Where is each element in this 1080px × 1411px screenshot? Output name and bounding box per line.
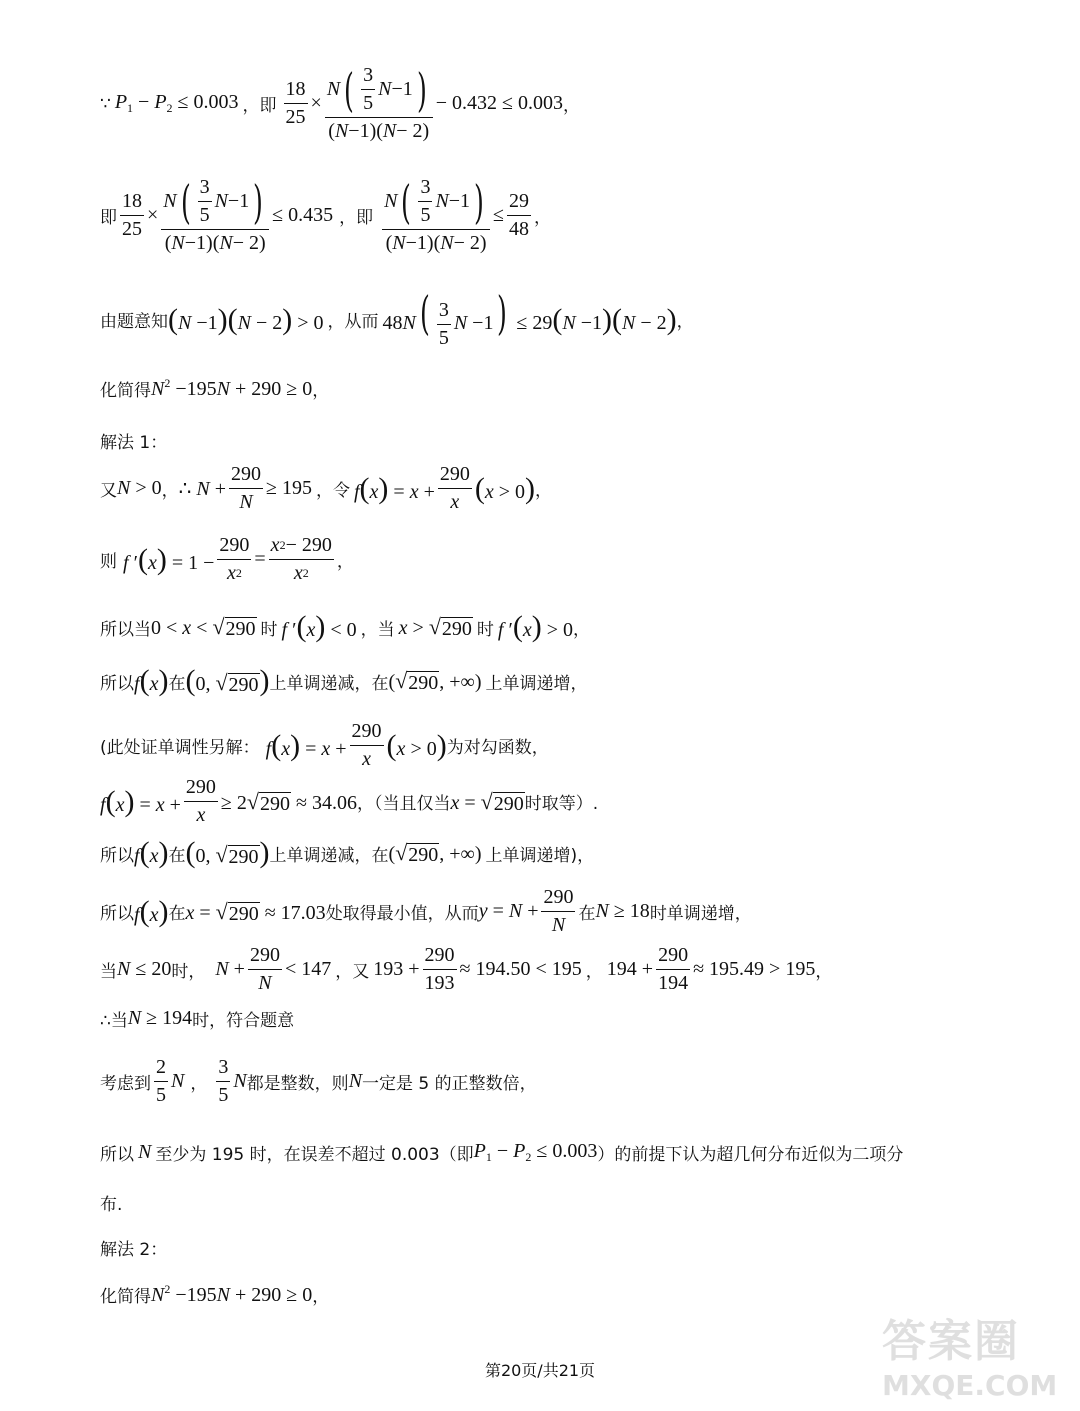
text: 时 — [476, 619, 494, 640]
text: ）的前提下认为超几何分布近似为二项分 — [597, 1145, 904, 1165]
text: ，即 — [339, 208, 374, 228]
line-15: ∴当 N ≥ 194 时，符合题意 — [100, 1007, 295, 1031]
text: ， — [535, 481, 553, 501]
text: 时取等）. — [524, 794, 599, 814]
text: 上单调递减，在 — [269, 673, 389, 694]
text: 又 — [100, 481, 117, 501]
text: 即 — [100, 208, 117, 228]
line-8: 所以当 0 < x < √ 290 时 f ′(x) < 0 ，当 x > √ 290 时 f ′(x) > 0 ， — [100, 610, 590, 643]
text: 所以 — [100, 845, 134, 866]
text: 化简得 — [100, 1287, 151, 1307]
text: 为对勾函数， — [446, 738, 549, 758]
text: ，又 — [335, 962, 370, 982]
line-2: 即 $\frac{18}{25}$ × N ( $\frac{3}{5}$ N −1 ) ( N −1)( N − 2) ≤ 0.435 ，即 N ( $\frac{3}{5}$ N −1 ) ( N −1)( N − 2) ≤ $\frac{29}{48}$ ， — [100, 174, 551, 254]
text: ， — [312, 1287, 330, 1307]
text: 处取得最小值，从而 — [325, 904, 479, 924]
text: 所以 — [100, 673, 134, 694]
watermark-url: MXQE.COM — [882, 1369, 1058, 1402]
text: ， — [534, 208, 551, 228]
line-13: 所以 f(x) 在 x = √ 290 ≈ 17.03 处取得最小值，从而 y = N + $\frac{290}{N}$ 在 N ≥ 18 时单调递增， — [100, 886, 752, 936]
text: 时单调递增， — [649, 904, 752, 924]
line-4: 化简得 $N^2 -195N + 290 \ge 0$ ， — [100, 376, 330, 401]
line-16: 考虑到 $\frac{2}{5}$ N ， $\frac{3}{5}$ N 都是整数，则 N 一定是 5 的正整数倍， — [100, 1056, 537, 1106]
text: ，即 — [242, 96, 277, 116]
text: 上单调递增)， — [485, 845, 595, 866]
method-heading: 解法 1： — [100, 433, 168, 453]
text: ，（当且仅当 — [356, 794, 451, 814]
page-number: 第20页/共21页 — [484, 1361, 596, 1380]
text: ， — [562, 96, 580, 116]
text: ， — [161, 481, 179, 501]
line-3: 由题意知 (N −1)(N − 2) > 0 ，从而 48N( $\frac{3}{5}$ N −1) ≤ 29(N −1)(N − 2) ， — [100, 286, 694, 349]
text: ， — [312, 381, 330, 401]
text: 所以 — [100, 1145, 134, 1165]
text: ， — [336, 552, 354, 572]
text: ， — [815, 962, 833, 982]
text: 时，符合题意 — [192, 1011, 295, 1031]
line-6: 又 N > 0 ， ∴ N + $\frac{290}{N}$ ≥ 195 ，令 f(x) = x + $\frac{290}{x}$ (x > 0) ， — [100, 463, 553, 513]
text: 所以 — [100, 904, 134, 924]
text: 时 — [260, 619, 278, 640]
line-10: (此处证单调性另解： f(x) = x + $\frac{290}{x}$ (x > 0) 为对勾函数， — [100, 720, 549, 770]
text: 由题意知 — [100, 312, 168, 333]
because-symbol: ∵ — [100, 93, 111, 114]
text: 时， — [171, 962, 206, 982]
text: ， — [573, 619, 590, 640]
line-11: f(x) = x + $\frac{290}{x}$ ≥ 2 √ 290 ≈ 34.06 ，（当且仅当 x = √ 290 时取等）. — [100, 776, 599, 826]
text: ，当 — [360, 619, 395, 640]
text: 所以当 — [100, 619, 151, 640]
text: 布. — [100, 1195, 123, 1215]
text: (此处证单调性另解： — [100, 738, 260, 758]
text: 在 — [578, 904, 596, 924]
line-1: ∵ $P_1 - P_2 \le 0.003$ ，即 $\frac{18}{25}$ × N ( $\frac{3}{5}$ N −1 ) ( N −1)( N − 2) − 0.432 ≤ 0.003 ， — [100, 62, 580, 142]
line-20: 化简得 $N^2 -195N + 290 \ge 0$ ， — [100, 1282, 330, 1307]
text: 在 — [168, 904, 186, 924]
watermark-logo — [882, 1305, 1058, 1405]
line-14: 当 N ≤ 20 时， N + $\frac{290}{N}$ < 147 ，又 193 + $\frac{290}{193}$ ≈ 194.50 < 195 ， 194 + $\frac{290}{194}$ ≈ 195.49 > 195 ， — [100, 944, 833, 994]
text: 在 — [168, 673, 186, 694]
text: 上单调递增， — [485, 673, 588, 694]
text: 则 — [100, 552, 117, 572]
text: 上单调递减，在 — [269, 845, 389, 866]
line-18 — [100, 1190, 122, 1215]
line-19 — [100, 1235, 167, 1260]
line-5 — [100, 428, 167, 453]
line-17: 所以 N 至少为 195 时，在误差不超过 0.003（即 $P_1 - P_2 \le 0.003$ ）的前提下认为超几何分布近似为二项分 — [100, 1140, 904, 1165]
text: ， — [190, 1074, 208, 1094]
text: 都是整数，则 — [246, 1074, 349, 1094]
text: ，从而 — [327, 312, 379, 333]
line-7: 则 f ′(x) = 1 − 290 x 2 = x 2 − 290 x 2 ， — [100, 534, 354, 584]
text: ， — [676, 312, 694, 333]
line-12: 所以 f(x) 在 (0, √ 290 ) 上单调递减，在 ( √ 290 , +∞) 上单调递增)， — [100, 836, 595, 869]
text: 化简得 — [100, 381, 151, 401]
text: 考虑到 — [100, 1074, 151, 1094]
text: 当 — [100, 962, 117, 982]
text: 至少为 195 时，在误差不超过 0.003（即 — [155, 1145, 474, 1165]
line-9: 所以 f(x) 在 (0, √ 290 ) 上单调递减，在 ( √ 290 , +∞) 上单调递增， — [100, 664, 588, 697]
text: ，令 — [315, 481, 350, 501]
text: ∴当 — [100, 1011, 128, 1031]
text: 一定是 5 的正整数倍， — [362, 1074, 537, 1094]
watermark-text: 答案圈 — [882, 1316, 1020, 1367]
text: ， — [585, 962, 603, 982]
method-heading: 解法 2： — [100, 1240, 168, 1260]
text: 在 — [168, 845, 186, 866]
